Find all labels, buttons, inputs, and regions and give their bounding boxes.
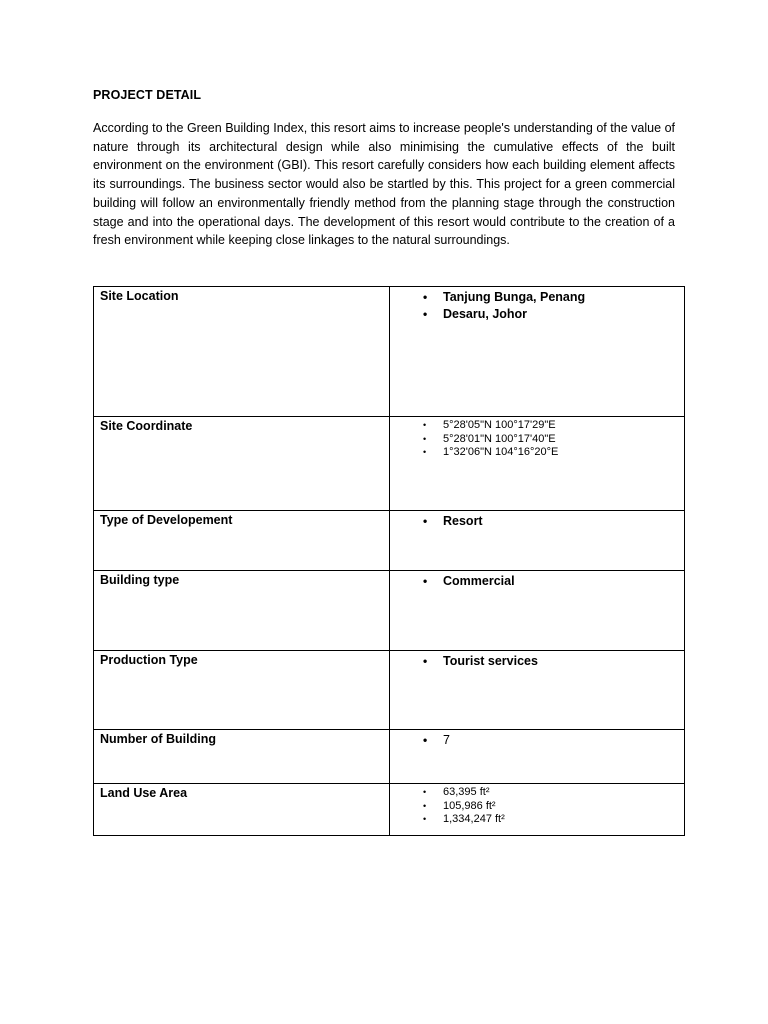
list-item (390, 289, 678, 306)
bullet-icon: • (423, 574, 428, 588)
bullet-icon: • (423, 290, 428, 304)
value-cell (390, 511, 685, 571)
value-cell (390, 287, 685, 417)
list-item (390, 419, 678, 433)
bullet-icon: • (423, 733, 428, 747)
table-row-number-of-building (94, 730, 685, 784)
bullet-list (390, 732, 678, 749)
value-cell (390, 651, 685, 730)
label-cell (94, 417, 390, 511)
label-cell (94, 571, 390, 651)
list-item (390, 513, 678, 530)
label-cell (94, 651, 390, 730)
bullet-list (390, 289, 678, 322)
list-item-text: 63,395 ft² (443, 786, 490, 798)
list-item-text: 5°28'05"N 100°17'29"E (443, 419, 556, 431)
list-item-text: Tourist services (443, 654, 538, 668)
list-item-text: Resort (443, 514, 483, 528)
list-item (390, 446, 678, 460)
table-row-building-type (94, 571, 685, 651)
list-item-text: 1°32'06"N 104°16°20°E (443, 446, 559, 458)
bullet-list (390, 513, 678, 530)
row-label-site-coordinate: Site Coordinate (100, 419, 193, 433)
list-item (390, 800, 678, 814)
value-cell (390, 730, 685, 784)
list-item-text: 7 (443, 733, 450, 747)
row-label-number-of-building: Number of Building (100, 732, 216, 746)
label-cell (94, 730, 390, 784)
bullet-icon: • (423, 306, 428, 321)
bullet-icon: • (423, 514, 428, 528)
list-item (390, 813, 678, 827)
value-cell (390, 417, 685, 511)
page-title: PROJECT DETAIL (93, 88, 202, 102)
list-item-text: 105,986 ft² (443, 799, 496, 812)
row-label-production-type: Production Type (100, 653, 198, 667)
label-cell (94, 511, 390, 571)
project-detail-table (93, 286, 685, 836)
row-label-site-location: Site Location (100, 289, 179, 303)
value-cell (390, 784, 685, 836)
bullet-icon: • (423, 420, 427, 430)
bullet-icon: • (423, 654, 428, 668)
row-label-type-of-development: Type of Developement (100, 513, 233, 527)
bullet-list (390, 653, 678, 670)
label-cell (94, 287, 390, 417)
list-item (390, 306, 678, 323)
row-label-building-type: Building type (100, 573, 180, 587)
table-row-land-use-area (94, 784, 685, 836)
intro-paragraph: According to the Green Building Index, this resort aims to increase people's understanding of the value of nature through its architectural design while also minimising the cumulative effects of the built environment on the environment (GBI). This resort carefully considers how each building element affects its surroundings. The business sector would also be startled by this. This project for a green commercial building will follow an environmentally friendly method from the planning stage through the construction stage and into the operational days. The development of this resort would contribute to the creation of a fresh environment while keeping close linkages to the natural surroundings. (93, 121, 675, 248)
value-cell (390, 571, 685, 651)
bullet-list (390, 573, 678, 590)
table-row-site-coordinate (94, 417, 685, 511)
bullet-icon: • (423, 814, 427, 824)
label-cell (94, 784, 390, 836)
row-label-land-use-area: Land Use Area (100, 786, 188, 800)
list-item (390, 573, 678, 590)
list-item-text: Desaru, Johor (443, 306, 528, 321)
bullet-icon: • (423, 800, 427, 811)
bullet-icon: • (423, 433, 427, 444)
bullet-icon: • (423, 447, 427, 457)
list-item-text: 5°28'01"N 100°17'40"E (443, 432, 556, 445)
list-item (390, 786, 678, 800)
bullet-list (390, 419, 678, 460)
bullet-icon: • (423, 787, 427, 797)
list-item-text: Commercial (443, 574, 515, 588)
list-item (390, 653, 678, 670)
bullet-list (390, 786, 678, 827)
table-row-production-type (94, 651, 685, 730)
table-row-site-location (94, 287, 685, 417)
list-item (390, 433, 678, 447)
table-row-type-of-development (94, 511, 685, 571)
list-item-text: 1,334,247 ft² (443, 813, 505, 825)
list-item (390, 732, 678, 749)
list-item-text: Tanjung Bunga, Penang (443, 290, 586, 304)
